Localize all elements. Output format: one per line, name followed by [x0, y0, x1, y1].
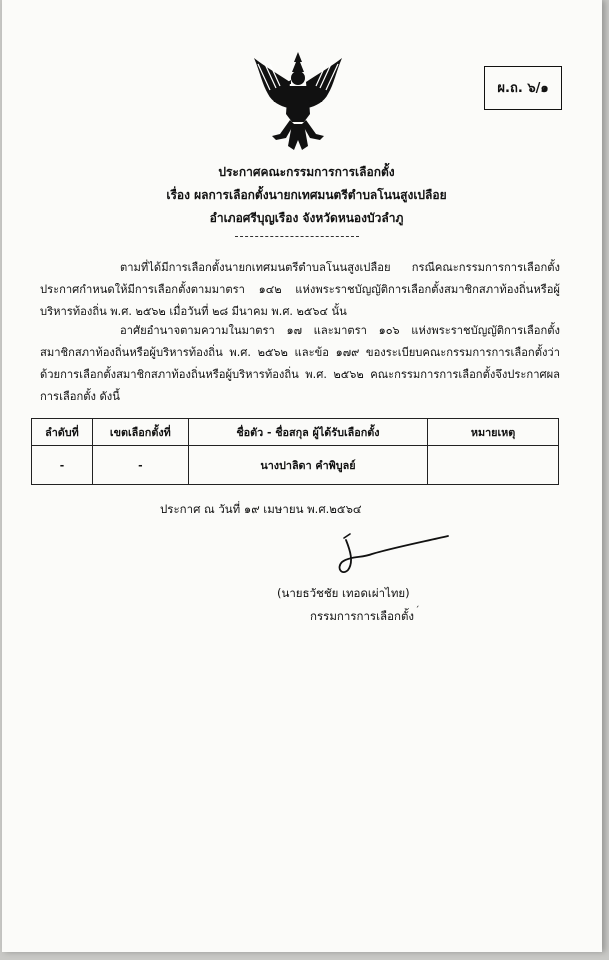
- garuda-emblem-icon: [250, 50, 346, 152]
- cell-order: -: [32, 446, 93, 485]
- paragraph-background: ตามที่ได้มีการเลือกตั้งนายกเทศมนตรีตำบลโนนสูงเปลือย กรณีคณะกรรมการการเลือกตั้ง ประกาศกำหนดให้มีการเลือกตั้งตามมาตรา ๑๔๒ แห่งพระราชบัญญัติการเลือกตั้งสมาชิกสภาท้องถิ่นหรือผู้บริหารท้องถิ่น พ.ศ. ๒๕๖๒ เมื่อวันที่ ๒๘ มีนาคม พ.ศ. ๒๕๖๔ นั้น: [40, 261, 560, 318]
- announcement-date: ประกาศ ณ วันที่ ๑๙ เมษายน พ.ศ.๒๕๖๔: [160, 502, 362, 516]
- handwritten-signature: [332, 528, 452, 578]
- cell-remark: [428, 446, 559, 485]
- table-header-row: [32, 419, 559, 446]
- signer-name: (นายธวัชชัย เทอดเผ่าไทย): [277, 586, 410, 600]
- signer-title: กรรมการการเลือกตั้ง: [310, 609, 415, 623]
- header-divider: [235, 236, 359, 237]
- column-header-remark: หมายเหตุ: [428, 419, 559, 446]
- table-row: [32, 446, 559, 485]
- announcement-location: อำเภอศรีบุญเรือง จังหวัดหนองบัวลำภู: [209, 211, 404, 225]
- pen-mark: ˊ: [415, 606, 420, 616]
- column-header-order: ลำดับที่: [32, 419, 93, 446]
- announcement-title: ประกาศคณะกรรมการการเลือกตั้ง: [218, 165, 395, 179]
- cell-name: นางปาลิดา คำพิบูลย์: [188, 446, 427, 485]
- cell-district: -: [92, 446, 188, 485]
- document-page: [2, 0, 602, 952]
- announcement-subject: เรื่อง ผลการเลือกตั้งนายกเทศมนตรีตำบลโนนสูงเปลือย: [166, 188, 447, 202]
- column-header-name: ชื่อตัว - ชื่อสกุล ผู้ได้รับเลือกตั้ง: [188, 419, 427, 446]
- column-header-district: เขตเลือกตั้งที่: [92, 419, 188, 446]
- form-code-box: ผ.ถ. ๖/๑: [484, 66, 562, 110]
- results-table: [31, 418, 559, 485]
- paragraph-authority: อาศัยอำนาจตามความในมาตรา ๑๗ และมาตรา ๑๐๖ แห่งพระราชบัญญัติการเลือกตั้งสมาชิกสภาท้องถิ่นหรือผู้บริหารท้องถิ่น พ.ศ. ๒๕๖๒ และข้อ ๑๗๙ ของระเบียบคณะกรรมการการเลือกตั้งว่าด้วยการเลือกตั้งสมาชิกสภาท้องถิ่นหรือผู้บริหารท้องถิ่น พ.ศ. ๒๕๖๒ คณะกรรมการการเลือกตั้งจึงประกาศผลการเลือกตั้ง ดังนี้: [40, 324, 560, 403]
